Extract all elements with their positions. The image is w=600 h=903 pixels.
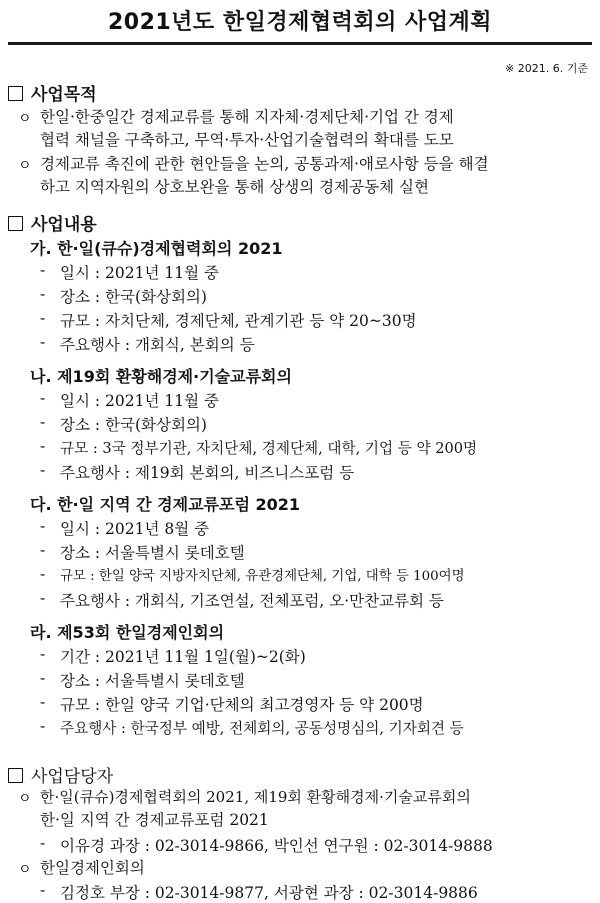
- ra-item-place: 장소 : 서울특별시 롯데호텔: [60, 672, 245, 690]
- dash-icon: -: [40, 437, 46, 455]
- subsection-da-title: 다. 한·일 지역 간 경제교류포럼 2021: [30, 495, 301, 514]
- ra-item-scale: 규모 : 한일 양국 기업·단체의 최고경영자 등 약 200명: [60, 696, 424, 714]
- da-item-scale: 규모 : 한일 양국 지방자치단체, 유관경제단체, 기업, 대학 등 100여명: [60, 569, 465, 584]
- contact-bullet1-line2: 한·일 지역 간 경제교류포럼 2021: [40, 811, 269, 829]
- dash-icon: -: [40, 413, 46, 431]
- dash-icon: -: [40, 717, 46, 735]
- section-purpose-heading: [8, 80, 97, 105]
- section-purpose-label: 사업목적: [31, 85, 97, 105]
- na-item-date: 일시 : 2021년 11월 중: [60, 392, 219, 410]
- ga-item-place: 장소 : 한국(화상회의): [60, 288, 207, 306]
- section-content-label: 사업내용: [31, 215, 97, 235]
- checkbox-square-icon: [8, 768, 23, 783]
- dash-icon: -: [40, 881, 46, 899]
- section-content-heading: [8, 210, 97, 235]
- title-banner: [8, 6, 592, 45]
- page-title: 2021년도 한일경제협력회의 사업계획: [107, 10, 493, 35]
- da-item-date: 일시 : 2021년 8월 중: [60, 520, 210, 538]
- na-item-place: 장소 : 한국(화상회의): [60, 416, 207, 434]
- dash-icon: -: [40, 389, 46, 407]
- bullet-icon: ㅇ: [18, 111, 32, 127]
- na-item-scale: 규모 : 3국 정부기관, 자치단체, 경제단체, 대학, 기업 등 약 200명: [60, 440, 478, 457]
- dash-icon: -: [40, 309, 46, 327]
- dash-icon: -: [40, 645, 46, 663]
- section-contact-heading: [8, 762, 113, 787]
- purpose-bullet1-line1: 한일·한중일간 경제교류를 통해 지자체·경제단체·기업 간 경제: [40, 108, 454, 126]
- dash-icon: -: [40, 834, 46, 852]
- dash-icon: -: [40, 333, 46, 351]
- bullet-icon: ㅇ: [18, 791, 32, 807]
- dash-icon: -: [40, 261, 46, 279]
- contact-bullet1-person: 이유경 과장 : 02-3014-9866, 박인선 연구원 : 02-3014-9888: [60, 837, 493, 855]
- dash-icon: -: [40, 669, 46, 687]
- section-contact-label: 사업담당자: [31, 767, 114, 787]
- da-item-place: 장소 : 서울특별시 롯데호텔: [60, 544, 245, 562]
- dash-icon: -: [40, 285, 46, 303]
- checkbox-square-icon: [8, 216, 23, 231]
- subsection-na-title: 나. 제19회 환황해경제·기술교류회의: [30, 367, 292, 386]
- contact-bullet1-line1: 한·일(큐슈)경제협력회의 2021, 제19회 환황해경제·기술교류회의: [40, 788, 471, 806]
- subsection-ra-title: 라. 제53회 한일경제인회의: [30, 623, 225, 642]
- na-item-events: 주요행사 : 제19회 본회의, 비즈니스포럼 등: [60, 464, 355, 482]
- ra-item-events: 주요행사 : 한국정부 예방, 전체회의, 공동성명심의, 기자회견 등: [60, 720, 464, 737]
- purpose-bullet2-line1: 경제교류 촉진에 관한 현안들을 논의, 공통과제·애로사항 등을 해결: [40, 155, 489, 173]
- ga-item-events: 주요행사 : 개회식, 본회의 등: [60, 336, 255, 354]
- ga-item-date: 일시 : 2021년 11월 중: [60, 264, 219, 282]
- ga-item-scale: 규모 : 자치단체, 경제단체, 관계기관 등 약 20~30명: [60, 312, 417, 330]
- contact-bullet2-person: 김정호 부장 : 02-3014-9877, 서광현 과장 : 02-3014-9886: [60, 884, 478, 902]
- purpose-bullet1-line2: 협력 채널을 구축하고, 무역·투자·산업기술협력의 확대를 도모: [40, 131, 454, 149]
- dash-icon: -: [40, 565, 46, 583]
- contact-bullet2-line1: 한일경제인회의: [40, 859, 145, 877]
- bullet-icon: ㅇ: [18, 158, 32, 174]
- checkbox-square-icon: [8, 86, 23, 101]
- dash-icon: -: [40, 589, 46, 607]
- dash-icon: -: [40, 693, 46, 711]
- da-item-events: 주요행사 : 개회식, 기조연설, 전체포럼, 오·만찬교류회 등: [60, 592, 444, 610]
- ra-item-period: 기간 : 2021년 11월 1일(월)~2(화): [60, 648, 306, 666]
- bullet-icon: ㅇ: [18, 862, 32, 878]
- dash-icon: -: [40, 541, 46, 559]
- dash-icon: -: [40, 517, 46, 535]
- subsection-ga-title: 가. 한·일(큐슈)경제협력회의 2021: [30, 239, 283, 258]
- date-note: ※ 2021. 6. 기준: [505, 62, 588, 75]
- dash-icon: -: [40, 461, 46, 479]
- purpose-bullet2-line2: 하고 지역자원의 상호보완을 통해 상생의 경제공동체 실현: [40, 178, 429, 196]
